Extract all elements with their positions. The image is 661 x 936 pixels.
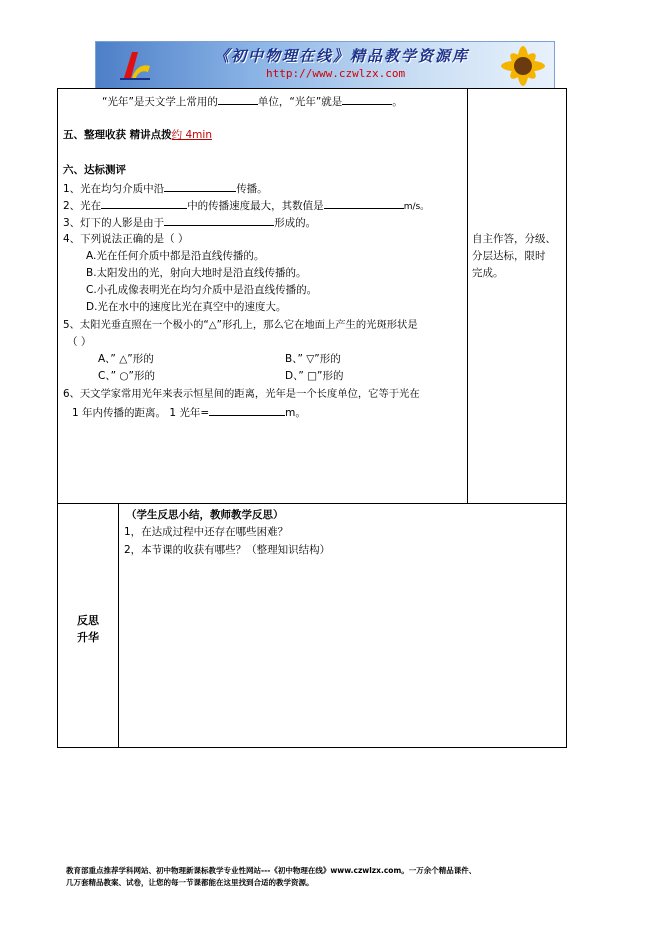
section5-heading: 五、整理收获 精讲点拨约 4min: [63, 129, 212, 141]
question-6-line2: 1 年内传播的距离。 1 光年= m。: [72, 404, 306, 420]
question-5-option-a: A、” △”形的: [98, 353, 154, 365]
blank-q2-medium: [101, 197, 187, 209]
reflection-q2: 2，本节课的收获有哪些？（整理知识结构）: [124, 544, 331, 556]
question-5-option-d: D、” □”形的: [285, 370, 344, 382]
section6-heading: 六、达标测评: [63, 164, 126, 176]
blank-q6: [209, 404, 285, 416]
question-4-option-c: C.小孔成像表明光在均匀介质中是沿直线传播的。: [86, 284, 318, 296]
section5-time: 约 4min: [171, 129, 212, 141]
question-6-line1: 6、天文学家常用光年来表示恒星间的距离，光年是一个长度单位，它等于光在: [63, 388, 420, 400]
banner-title: 《初中物理在线》精品教学资源库: [214, 47, 470, 65]
question-5-option-b: B、” ▽”形的: [285, 353, 341, 365]
question-3: 3、灯下的人影是由于 形成的。: [63, 214, 316, 230]
right-note: 自主作答，分级、 分层达标，限时 完成。: [472, 233, 556, 279]
site-logo-icon: [118, 48, 152, 82]
question-2: 2、光在 中的传播速度最大，其数值是 m/s。: [63, 197, 429, 214]
blank-q3: [164, 214, 274, 226]
table-col-divider-left: [118, 503, 119, 747]
banner-url: http://www.czwlzx.com: [266, 67, 406, 80]
blank-q2-value: [324, 197, 404, 209]
footer-line-2: 几万套精品教案、试卷，让您的每一节课都能在这里找到合适的教学资源。: [66, 878, 314, 887]
header-banner: [95, 41, 555, 89]
question-4-option-b: B.太阳发出的光，射向大地时是沿直线传播的。: [86, 267, 307, 279]
table-left-border: [57, 88, 58, 748]
reflection-q1: 1，在达成过程中还存在哪些困难？: [124, 526, 289, 538]
table-row-divider: [57, 503, 567, 504]
lightyear-intro-line: “光年”是天文学上常用的 单位，“光年”就是 。: [102, 93, 403, 109]
question-4-option-a: A.光在任何介质中都是沿直线传播的。: [86, 250, 265, 262]
question-5-stem: 5、太阳光垂直照在一个极小的“△”形孔上，那么它在地面上产生的光斑形状是: [63, 319, 418, 331]
table-bottom-border: [57, 747, 567, 748]
table-col-divider-right: [467, 88, 468, 503]
question-5-paren: （ ）: [67, 336, 92, 348]
reflection-side-label: 反思 升华: [77, 614, 99, 644]
reflection-heading: （学生反思小结，教师教学反思）: [126, 509, 284, 521]
blank-q1: [164, 180, 236, 192]
footer-line-1: 教育部重点推荐学科网站、初中物理新课标教学专业性网站---《初中物理在线》www.czwlzx.com。一万余个精品课件、: [66, 866, 477, 875]
question-1: 1、光在均匀介质中沿 传播。: [63, 180, 268, 196]
question-4-stem: 4、下列说法正确的是（ ）: [63, 233, 189, 245]
blank-definition: [342, 93, 392, 105]
question-4-option-d: D.光在水中的速度比光在真空中的速度大。: [86, 301, 287, 313]
table-right-border: [566, 88, 567, 748]
blank-unit: [218, 93, 258, 105]
table-top-border: [57, 88, 567, 89]
sunflower-icon: [496, 44, 550, 88]
question-5-option-c: C、” ○”形的: [98, 370, 155, 382]
